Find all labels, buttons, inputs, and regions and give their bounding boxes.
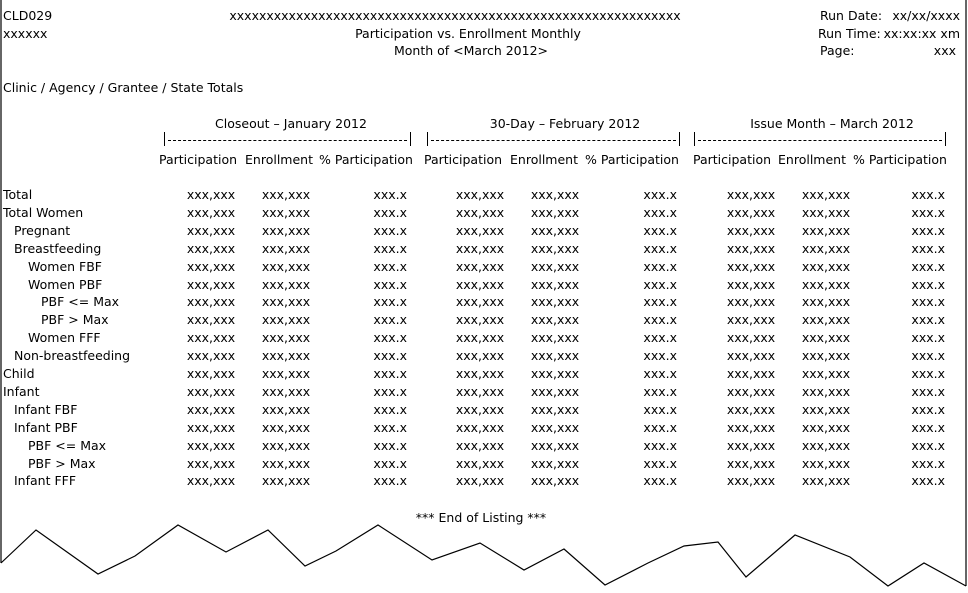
col-header-pct-participation: % Participation [319, 152, 413, 167]
table-cell: xxx,xxx [455, 258, 505, 274]
table-cell: xxx.x [643, 383, 677, 399]
organization-name: xxxxxxxxxxxxxxxxxxxxxxxxxxxxxxxxxxxxxxxxxxxxxxxxxxxxxxxxxxxxx [229, 8, 681, 23]
table-cell: xxx.x [373, 366, 407, 381]
table-cell: xxx,xxx [801, 276, 851, 292]
table-cell: xxx.x [643, 187, 677, 202]
table-cell: xxx,xxx [455, 222, 505, 238]
section-title: Clinic / Agency / Grantee / State Totals [3, 80, 244, 95]
page-number: xxx [933, 43, 956, 58]
table-cell: xxx,xxx [261, 222, 311, 238]
table-cell: xxx.x [911, 348, 945, 364]
table-cell: xxx.x [911, 312, 945, 328]
row-label: Breastfeeding [14, 240, 102, 256]
table-cell: xxx.x [911, 258, 945, 274]
table-cell: xxx,xxx [455, 348, 505, 364]
table-cell: xxx,xxx [186, 366, 236, 381]
table-cell: xxx,xxx [186, 330, 236, 346]
table-cell: xxx,xxx [726, 204, 776, 220]
torn-edge [1, 525, 966, 586]
table-cell: xxx,xxx [726, 294, 776, 310]
table-cell: xxx.x [373, 204, 407, 220]
period-rule-30day [427, 132, 680, 146]
table-cell: xxx.x [643, 401, 677, 417]
row-label: Women FFF [28, 330, 101, 346]
table-cell: xxx.x [373, 419, 407, 435]
row-label: Pregnant [14, 222, 71, 238]
table-cell: xxx,xxx [530, 419, 580, 435]
table-cell: xxx.x [373, 348, 407, 364]
table-cell: xxx,xxx [186, 401, 236, 417]
table-cell: xxx,xxx [261, 455, 311, 471]
table-cell: xxx,xxx [455, 437, 505, 453]
table-cell: xxx,xxx [801, 204, 851, 220]
table-cell: xxx,xxx [726, 366, 776, 381]
col-header-enrollment: Enrollment [778, 152, 846, 167]
table-cell: xxx.x [911, 294, 945, 310]
table-cell: xxx,xxx [530, 383, 580, 399]
table-cell: xxx,xxx [455, 455, 505, 471]
table-cell: xxx,xxx [455, 276, 505, 292]
row-label: Child [3, 366, 35, 381]
table-cell: xxx,xxx [726, 473, 776, 489]
table-cell: xxx,xxx [801, 366, 851, 381]
table-cell: xxx,xxx [186, 294, 236, 310]
period-rule-closeout [164, 132, 411, 146]
row-label: Infant FBF [14, 401, 78, 417]
table-cell: xxx.x [643, 204, 677, 220]
table-cell: xxx.x [373, 383, 407, 399]
row-label: Infant FFF [14, 473, 77, 489]
table-cell: xxx,xxx [801, 222, 851, 238]
table-cell: xxx.x [911, 383, 945, 399]
row-label: Infant PBF [14, 419, 78, 435]
table-cell: xxx,xxx [726, 258, 776, 274]
table-cell: xxx,xxx [726, 437, 776, 453]
table-cell: xxx,xxx [186, 473, 236, 489]
col-header-pct-participation: % Participation [585, 152, 679, 167]
table-cell: xxx,xxx [261, 473, 311, 489]
table-cell: xxx,xxx [186, 437, 236, 453]
table-cell: xxx,xxx [261, 330, 311, 346]
table-cell: xxx,xxx [801, 419, 851, 435]
table-cell: xxx.x [643, 222, 677, 238]
table-cell: xxx,xxx [726, 187, 776, 202]
table-cell: xxx,xxx [261, 204, 311, 220]
table-cell: xxx,xxx [530, 312, 580, 328]
table-cell: xxx,xxx [801, 330, 851, 346]
table-cell: xxx.x [373, 187, 407, 202]
table-cell: xxx,xxx [261, 187, 311, 202]
col-header-participation: Participation [158, 152, 238, 167]
table-cell: xxx,xxx [801, 473, 851, 489]
table-cell: xxx.x [643, 312, 677, 328]
table-cell: xxx,xxx [455, 419, 505, 435]
table-cell: xxx,xxx [801, 312, 851, 328]
table-cell: xxx,xxx [186, 222, 236, 238]
table-cell: xxx.x [911, 330, 945, 346]
table-cell: xxx,xxx [801, 437, 851, 453]
table-cell: xxx.x [373, 437, 407, 453]
table-cell: xxx,xxx [530, 222, 580, 238]
col-header-participation: Participation [692, 152, 772, 167]
table-cell: xxx,xxx [726, 401, 776, 417]
table-cell: xxx,xxx [530, 401, 580, 417]
table-cell: xxx,xxx [455, 366, 505, 381]
table-cell: xxx.x [643, 294, 677, 310]
table-cell: xxx,xxx [801, 455, 851, 471]
table-cell: xxx,xxx [726, 348, 776, 364]
table-cell: xxx,xxx [726, 455, 776, 471]
row-label: PBF <= Max [41, 294, 120, 310]
period-header-30day: 30-Day – February 2012 [489, 116, 641, 131]
report-id: CLD029 [3, 8, 53, 23]
table-cell: xxx,xxx [726, 276, 776, 292]
run-time-value: xx:xx:xx xm [883, 26, 960, 41]
table-cell: xxx.x [911, 222, 945, 238]
table-cell: xxx,xxx [530, 276, 580, 292]
table-cell: xxx,xxx [186, 204, 236, 220]
row-label: Women FBF [28, 258, 102, 274]
report-subcode: xxxxxx [3, 26, 48, 41]
table-cell: xxx,xxx [261, 419, 311, 435]
table-cell: xxx.x [911, 401, 945, 417]
table-cell: xxx,xxx [726, 383, 776, 399]
table-cell: xxx.x [373, 258, 407, 274]
table-cell: xxx.x [643, 455, 677, 471]
table-cell: xxx,xxx [726, 222, 776, 238]
table-cell: xxx,xxx [530, 330, 580, 346]
table-cell: xxx.x [643, 258, 677, 274]
table-cell: xxx,xxx [186, 187, 236, 202]
table-cell: xxx.x [911, 366, 945, 381]
table-cell: xxx,xxx [261, 437, 311, 453]
table-cell: xxx.x [643, 473, 677, 489]
table-cell: xxx,xxx [530, 366, 580, 381]
table-cell: xxx.x [373, 240, 407, 256]
table-cell: xxx,xxx [801, 383, 851, 399]
table-cell: xxx.x [911, 187, 945, 202]
table-cell: xxx,xxx [801, 258, 851, 274]
table-cell: xxx.x [911, 276, 945, 292]
row-label: PBF <= Max [28, 437, 107, 453]
table-cell: xxx,xxx [455, 204, 505, 220]
table-cell: xxx,xxx [530, 437, 580, 453]
table-cell: xxx,xxx [186, 383, 236, 399]
table-cell: xxx,xxx [455, 383, 505, 399]
table-cell: xxx.x [373, 294, 407, 310]
table-cell: xxx.x [911, 437, 945, 453]
table-cell: xxx.x [911, 473, 945, 489]
table-cell: xxx,xxx [261, 276, 311, 292]
table-cell: xxx.x [643, 437, 677, 453]
table-cell: xxx,xxx [455, 240, 505, 256]
table-cell: xxx,xxx [801, 187, 851, 202]
table-cell: xxx,xxx [530, 455, 580, 471]
table-cell: xxx,xxx [726, 419, 776, 435]
end-of-listing: *** End of Listing *** [415, 510, 547, 525]
table-cell: xxx,xxx [261, 348, 311, 364]
table-cell: xxx.x [643, 348, 677, 364]
table-cell: xxx,xxx [530, 348, 580, 364]
row-label: Women PBF [28, 276, 103, 292]
table-cell: xxx,xxx [186, 455, 236, 471]
table-cell: xxx,xxx [726, 330, 776, 346]
table-cell: xxx,xxx [261, 312, 311, 328]
table-cell: xxx,xxx [801, 240, 851, 256]
row-label: Total Women [3, 204, 84, 220]
table-cell: xxx.x [911, 204, 945, 220]
table-cell: xxx.x [643, 366, 677, 381]
period-header-issue: Issue Month – March 2012 [750, 116, 914, 131]
table-cell: xxx.x [911, 455, 945, 471]
run-date-label: Run Date: [820, 8, 883, 23]
table-cell: xxx,xxx [801, 401, 851, 417]
report-title: Participation vs. Enrollment Monthly [355, 26, 581, 41]
table-cell: xxx.x [643, 419, 677, 435]
table-cell: xxx,xxx [530, 187, 580, 202]
row-label: PBF > Max [28, 455, 96, 471]
table-cell: xxx,xxx [186, 276, 236, 292]
table-cell: xxx,xxx [726, 240, 776, 256]
page-label: Page: [820, 43, 855, 58]
row-label: Infant [3, 383, 40, 399]
row-label: Non-breastfeeding [14, 348, 131, 364]
table-cell: xxx,xxx [186, 419, 236, 435]
table-cell: xxx.x [911, 419, 945, 435]
row-label: PBF > Max [41, 312, 109, 328]
table-cell: xxx.x [643, 276, 677, 292]
table-cell: xxx.x [373, 401, 407, 417]
table-cell: xxx,xxx [186, 312, 236, 328]
table-cell: xxx.x [373, 330, 407, 346]
col-header-enrollment: Enrollment [510, 152, 578, 167]
table-cell: xxx,xxx [261, 383, 311, 399]
table-cell: xxx,xxx [530, 258, 580, 274]
table-cell: xxx,xxx [186, 240, 236, 256]
table-cell: xxx.x [643, 330, 677, 346]
col-header-pct-participation: % Participation [853, 152, 947, 167]
row-label: Total [3, 187, 33, 202]
table-cell: xxx.x [373, 312, 407, 328]
table-cell: xxx,xxx [186, 348, 236, 364]
table-cell: xxx,xxx [455, 312, 505, 328]
table-cell: xxx,xxx [455, 401, 505, 417]
col-header-enrollment: Enrollment [245, 152, 313, 167]
table-cell: xxx,xxx [261, 294, 311, 310]
table-cell: xxx,xxx [455, 187, 505, 202]
table-cell: xxx,xxx [801, 294, 851, 310]
table-cell: xxx.x [911, 240, 945, 256]
table-cell: xxx,xxx [530, 294, 580, 310]
run-date-value: xx/xx/xxxx [892, 8, 960, 23]
table-cell: xxx.x [373, 222, 407, 238]
table-cell: xxx.x [373, 455, 407, 471]
table-cell: xxx.x [643, 240, 677, 256]
table-cell: xxx,xxx [726, 312, 776, 328]
table-cell: xxx,xxx [186, 258, 236, 274]
period-header-closeout: Closeout – January 2012 [215, 116, 367, 131]
table-cell: xxx.x [373, 276, 407, 292]
period-rule-issue [694, 132, 946, 146]
table-cell: xxx,xxx [261, 240, 311, 256]
table-cell: xxx,xxx [261, 401, 311, 417]
table-cell: xxx,xxx [261, 366, 311, 381]
table-cell: xxx,xxx [530, 473, 580, 489]
table-cell: xxx,xxx [530, 240, 580, 256]
table-cell: xxx,xxx [801, 348, 851, 364]
table-cell: xxx,xxx [455, 473, 505, 489]
run-time-label: Run Time: [818, 26, 881, 41]
table-cell: xxx,xxx [455, 330, 505, 346]
table-cell: xxx,xxx [455, 294, 505, 310]
table-cell: xxx,xxx [530, 204, 580, 220]
table-cell: xxx.x [373, 473, 407, 489]
col-header-participation: Participation [423, 152, 503, 167]
report-month: Month of <March 2012> [393, 43, 549, 58]
table-cell: xxx,xxx [261, 258, 311, 274]
